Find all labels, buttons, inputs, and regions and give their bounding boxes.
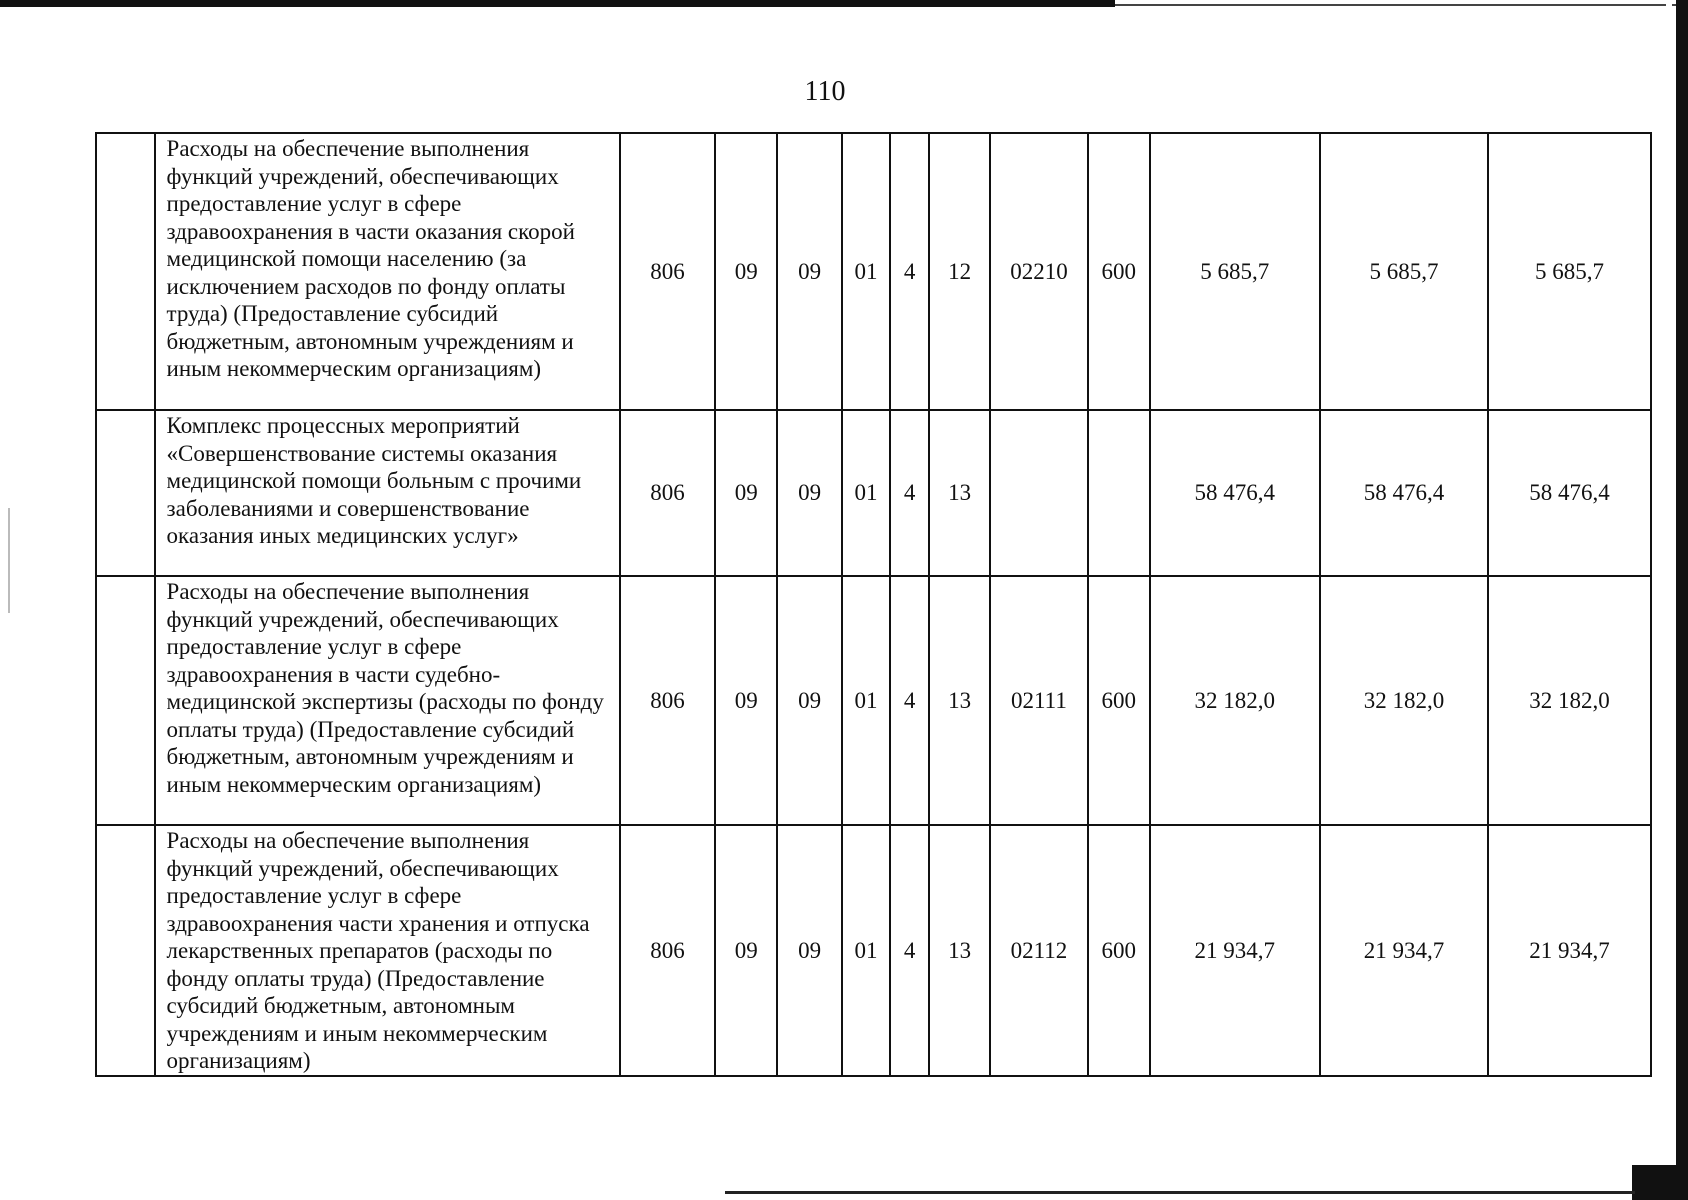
structure-cell: 13 [929,410,990,576]
description-cell: Расходы на обеспечение выполнения функций учреждений, обеспечивающих предоставление услуг в сфере здравоохранения в части судебно-медицинской экспертизы (расходы по фонду оплаты труда) (Предоставление субсидий бюджетным, автономным учреждениям и иным некоммерческим организациям) [155,576,620,825]
razdel-cell: 09 [715,825,777,1076]
program-cell: 01 [842,576,890,825]
row-number-cell [96,133,155,410]
page-number: 110 [804,76,846,107]
sum-cell-3: 5 685,7 [1488,133,1651,410]
razdel-cell: 09 [715,410,777,576]
sum-cell-3: 32 182,0 [1488,576,1651,825]
scan-mark-left [8,508,10,613]
description-cell: Комплекс процессных мероприятий «Совершенствование системы оказания медицинской помощи больным с прочими заболеваниями и совершенствование оказания иных медицинских услуг» [155,410,620,576]
row-number-cell [96,825,155,1076]
sum-cell-2: 21 934,7 [1320,825,1488,1076]
razdel-cell: 09 [715,576,777,825]
type-cell: 4 [890,133,929,410]
podrazdel-cell: 09 [777,410,842,576]
sum-cell-2: 58 476,4 [1320,410,1488,576]
scan-edge-right [1676,0,1688,1200]
type-cell: 4 [890,576,929,825]
sum-cell-2: 5 685,7 [1320,133,1488,410]
type-cell: 4 [890,825,929,1076]
vid-cell [1088,410,1150,576]
vid-cell: 600 [1088,576,1150,825]
code-cell: 806 [620,410,716,576]
table-row [96,133,1651,410]
sum-cell-1: 21 934,7 [1150,825,1320,1076]
code-cell: 806 [620,133,716,410]
row-number-cell [96,576,155,825]
row-number-cell [96,410,155,576]
vid-cell: 600 [1088,133,1150,410]
description-cell: Расходы на обеспечение выполнения функций учреждений, обеспечивающих предоставление услуг в сфере здравоохранения части хранения и отпуска лекарственных препаратов (расходы по фонду оплаты труда) (Предоставление субсидий бюджетным, автономным учреждениям и иным некоммерческим организациям) [155,825,620,1076]
scan-corner-bottom-right [1632,1165,1688,1200]
sum-cell-1: 58 476,4 [1150,410,1320,576]
table-row [96,825,1651,1076]
sum-cell-2: 32 182,0 [1320,576,1488,825]
direction-cell: 02112 [990,825,1088,1076]
sum-cell-1: 5 685,7 [1150,133,1320,410]
program-cell: 01 [842,410,890,576]
scan-edge-top-thin [1115,4,1688,6]
sum-cell-3: 21 934,7 [1488,825,1651,1076]
description-cell: Расходы на обеспечение выполнения функций учреждений, обеспечивающих предоставление услуг в сфере здравоохранения в части оказания скорой медицинской помощи населению (за исключением расходов по фонду оплаты труда) (Предоставление субсидий бюджетным, автономным учреждениям и иным некоммерческим организациям) [155,133,620,410]
direction-cell [990,410,1088,576]
podrazdel-cell: 09 [777,825,842,1076]
scan-edge-top [0,0,1115,7]
structure-cell: 13 [929,576,990,825]
razdel-cell: 09 [715,133,777,410]
table-row [96,410,1651,576]
scan-edge-bottom [725,1191,1635,1194]
code-cell: 806 [620,825,716,1076]
program-cell: 01 [842,825,890,1076]
sum-cell-1: 32 182,0 [1150,576,1320,825]
structure-cell: 13 [929,825,990,1076]
direction-cell: 02210 [990,133,1088,410]
table-row [96,576,1651,825]
structure-cell: 12 [929,133,990,410]
budget-table [95,132,1652,1077]
scan-edge-right-gap [1666,0,1672,480]
program-cell: 01 [842,133,890,410]
sum-cell-3: 58 476,4 [1488,410,1651,576]
code-cell: 806 [620,576,716,825]
direction-cell: 02111 [990,576,1088,825]
type-cell: 4 [890,410,929,576]
podrazdel-cell: 09 [777,133,842,410]
podrazdel-cell: 09 [777,576,842,825]
vid-cell: 600 [1088,825,1150,1076]
